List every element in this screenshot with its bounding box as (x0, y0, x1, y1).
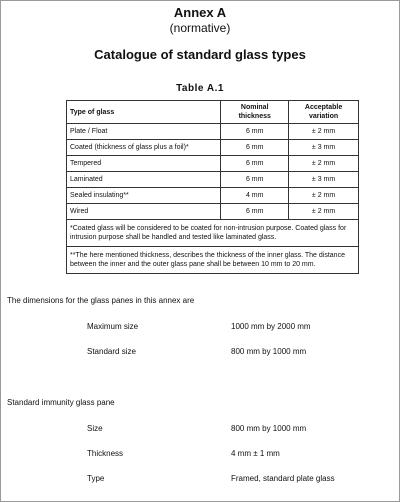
column-header: Acceptable variation (289, 101, 359, 124)
dimensions-intro: The dimensions for the glass panes in this annex are (7, 296, 195, 305)
dimension-value: 800 mm by 1000 mm (231, 347, 307, 356)
glass-type-cell: Sealed insulating** (67, 188, 221, 204)
column-header: Type of glass (67, 101, 221, 124)
variation-cell: ± 3 mm (289, 172, 359, 188)
thickness-cell: 6 mm (221, 140, 289, 156)
table-note-row (67, 220, 359, 247)
immunity-value: 800 mm by 1000 mm (231, 424, 307, 433)
table-row (67, 156, 359, 172)
annex-subtitle: (normative) (169, 21, 231, 35)
glass-type-cell: Coated (thickness of glass plus a foil)* (67, 140, 221, 156)
glass-type-cell: Wired (67, 204, 221, 220)
immunity-value: Framed, standard plate glass (231, 474, 335, 483)
table-row (67, 188, 359, 204)
immunity-label: Type (87, 474, 105, 483)
dimension-value: 1000 mm by 2000 mm (231, 322, 311, 331)
glass-type-cell: Tempered (67, 156, 221, 172)
glass-type-cell: Plate / Float (67, 124, 221, 140)
variation-cell: ± 2 mm (289, 124, 359, 140)
variation-cell: ± 2 mm (289, 188, 359, 204)
table-note-row (67, 247, 359, 274)
table-caption: Table A.1 (176, 83, 224, 94)
page-title: Catalogue of standard glass types (94, 47, 306, 62)
immunity-label: Thickness (87, 449, 124, 458)
table-footnote: **The here mentioned thickness, describes the thickness of the inner glass. The distance between the inner and the outer glass pane shall be between 10 mm to 20 mm. (67, 247, 359, 274)
thickness-cell: 6 mm (221, 156, 289, 172)
immunity-intro: Standard immunity glass pane (7, 398, 115, 407)
variation-cell: ± 2 mm (289, 204, 359, 220)
dimension-label: Maximum size (87, 322, 139, 331)
thickness-cell: 6 mm (221, 204, 289, 220)
table-row (67, 172, 359, 188)
annex-title: Annex A (173, 5, 227, 20)
column-header: Nominal thickness (221, 101, 289, 124)
thickness-cell: 6 mm (221, 124, 289, 140)
variation-cell: ± 3 mm (289, 140, 359, 156)
table-row (67, 140, 359, 156)
table-row (67, 204, 359, 220)
table-header-row (67, 101, 359, 124)
glass-types-table (66, 100, 359, 274)
variation-cell: ± 2 mm (289, 156, 359, 172)
thickness-cell: 6 mm (221, 172, 289, 188)
table-row (67, 124, 359, 140)
table-footnote: *Coated glass will be considered to be coated for non-intrusion purpose. Coated glass for intrusion purpose shall be handled and tested like laminated glass. (67, 220, 359, 247)
dimension-label: Standard size (87, 347, 136, 356)
immunity-value: 4 mm ± 1 mm (231, 449, 280, 458)
glass-type-cell: Laminated (67, 172, 221, 188)
thickness-cell: 4 mm (221, 188, 289, 204)
immunity-label: Size (87, 424, 103, 433)
